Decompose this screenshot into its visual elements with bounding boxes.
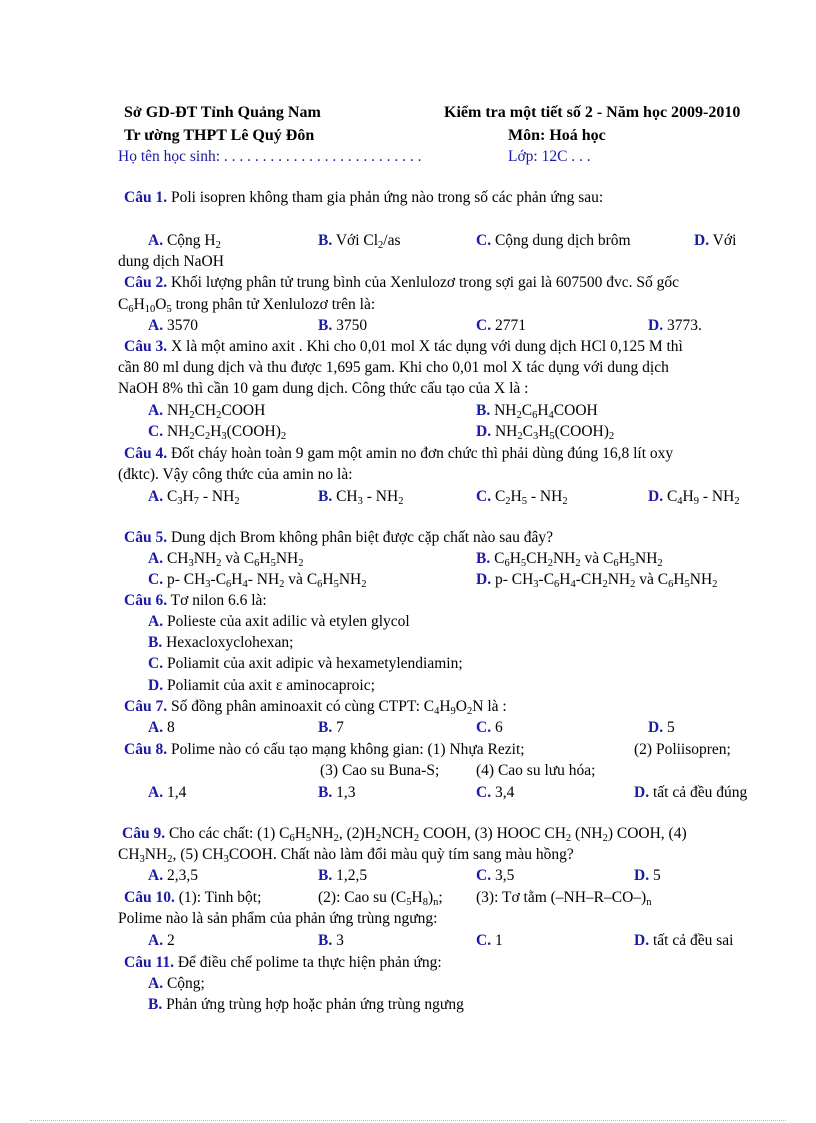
q5-option-a: A. $CH_3NH_2$ và $C_6H_5NH_2$ bbox=[148, 550, 304, 569]
q7-option-a: A. 8 bbox=[148, 719, 175, 736]
page-bottom-divider bbox=[30, 1120, 786, 1121]
q6-option-b: B. Hexacloxyclohexan; bbox=[148, 634, 294, 651]
q9-option-c: C. 3,5 bbox=[476, 867, 515, 884]
question-8: Câu 8. Polime nào có cấu tạo mạng không gian: (1) Nhựa Rezit; bbox=[124, 741, 525, 758]
q8-item-3: (3) Cao su Buna-S; bbox=[320, 762, 440, 779]
q10-option-b: B. 3 bbox=[318, 932, 344, 949]
q1-option-d-cont: dung dịch NaOH bbox=[118, 253, 224, 270]
q1-option-c: C. Cộng dung dịch brôm bbox=[476, 232, 631, 249]
question-3-cont1: cần 80 ml dung dịch và thu được 1,695 gam. Khi cho 0,01 mol X tác dụng với dung dịch bbox=[118, 359, 669, 376]
question-3-cont2: NaOH 8% thì cần 10 gam dung dịch. Công thức cấu tạo của X là : bbox=[118, 380, 529, 397]
q5-option-b: B. $C_6H_5CH_2NH_2$ và $C_6H_5NH_2$ bbox=[476, 550, 663, 569]
question-1: Câu 1. Poli isopren không tham gia phản ứng nào trong số các phản ứng sau: bbox=[124, 189, 604, 206]
q10-item-2: (2): Cao su $(C_5H_8)_n$; bbox=[318, 889, 443, 908]
question-5: Câu 5. Dung dịch Brom không phân biệt được cặp chất nào sau đây? bbox=[124, 529, 553, 546]
q8-option-c: C. 3,4 bbox=[476, 784, 515, 801]
class-field: Lớp: 12C . . . bbox=[508, 148, 591, 165]
question-10-cont: Polime nào là sản phẩm của phản ứng trùng ngưng: bbox=[118, 910, 438, 927]
q9-option-b: B. 1,2,5 bbox=[318, 867, 368, 884]
q10-option-d: D. tất cả đều sai bbox=[634, 932, 734, 949]
q7-option-d: D. 5 bbox=[648, 719, 675, 736]
q6-option-a: A. Polieste của axit adilic và etylen glycol bbox=[148, 613, 410, 630]
exam-title: Kiểm tra một tiết số 2 - Năm học 2009-2010 bbox=[444, 104, 741, 121]
q10-option-a: A. 2 bbox=[148, 932, 175, 949]
student-name-field: Họ tên học sinh: . . . . . . . . . . . . . . . . . . . . . . . . . . bbox=[118, 148, 422, 165]
q10-item-3: (3): Tơ tằm $(-NH-R-CO-)_n$ bbox=[476, 889, 652, 908]
q4-option-b: B. $CH_3 - NH_2$ bbox=[318, 488, 404, 507]
q6-option-d: D. Poliamit của axit ε aminocaproic; bbox=[148, 677, 375, 694]
question-6: Câu 6. Tơ nilon 6.6 là: bbox=[124, 592, 267, 609]
subject: Môn: Hoá học bbox=[508, 127, 606, 144]
q3-option-a: A. $NH_2CH_2COOH$ bbox=[148, 402, 266, 421]
question-4-cont: (đktc). Vậy công thức của amin no là: bbox=[118, 466, 353, 483]
q8-option-d: D. tất cả đều đúng bbox=[634, 784, 748, 801]
q1-option-b: B. Với $Cl_2/as$ bbox=[318, 232, 401, 251]
q3-option-b: B. $NH_2C_6H_4COOH$ bbox=[476, 402, 598, 421]
question-10: Câu 10. (1): Tinh bột; bbox=[124, 889, 262, 906]
q4-option-a: A. $C_3H_7 - NH_2$ bbox=[148, 488, 240, 507]
q7-option-c: C. 6 bbox=[476, 719, 503, 736]
question-11: Câu 11. Để điều chế polime ta thực hiện phản ứng: bbox=[124, 954, 442, 971]
q7-option-b: B. 7 bbox=[318, 719, 344, 736]
department-name: Sở GD-ĐT Tỉnh Quảng Nam bbox=[124, 104, 321, 121]
q4-option-d: D. $C_4H_9 - NH_2$ bbox=[648, 488, 740, 507]
q11-option-b: B. Phản ứng trùng hợp hoặc phản ứng trùng ngưng bbox=[148, 996, 464, 1013]
q9-option-a: A. 2,3,5 bbox=[148, 867, 198, 884]
q1-option-d: D. Với bbox=[694, 232, 737, 249]
question-2-cont: $C_6H_{10}O_5$ trong phân tử Xenlulozơ trên là: bbox=[118, 296, 376, 315]
q1-option-a: A. Cộng $H_2$ bbox=[148, 232, 221, 251]
q2-option-a: A. 3570 bbox=[148, 317, 198, 334]
q8-item-2: (2) Poliisopren; bbox=[634, 741, 731, 758]
q2-option-b: B. 3750 bbox=[318, 317, 368, 334]
q8-item-4: (4) Cao su lưu hóa; bbox=[476, 762, 596, 779]
q9-option-d: D. 5 bbox=[634, 867, 661, 884]
q3-option-d: D. $NH_2C_3H_5(COOH)_2$ bbox=[476, 423, 615, 442]
q5-option-d: D. p- $CH_3-C_6H_4-CH_2NH_2$ và $C_6H_5NH_2$ bbox=[476, 571, 718, 590]
q4-option-c: C. $C_2H_5 - NH_2$ bbox=[476, 488, 568, 507]
q10-option-c: C. 1 bbox=[476, 932, 503, 949]
question-9: Câu 9. Cho các chất: (1) $C_6H_5NH_2$, $(2)H_2NCH_2$ COOH, (3) HOOC $CH_2$ $(NH_2)$ COOH, (4) bbox=[122, 825, 687, 844]
q6-option-c: C. Poliamit của axit adipic và hexametylendiamin; bbox=[148, 655, 463, 672]
q2-option-c: C. 2771 bbox=[476, 317, 526, 334]
question-4: Câu 4. Đốt cháy hoàn toàn 9 gam một amin no đơn chức thì phải dùng đúng 16,8 lít oxy bbox=[124, 445, 674, 462]
q11-option-a: A. Cộng; bbox=[148, 975, 205, 992]
q5-option-c: C. p- $CH_3-C_6H_4-$ $NH_2$ và $C_6H_5NH_2$ bbox=[148, 571, 367, 590]
q8-option-b: B. 1,3 bbox=[318, 784, 356, 801]
school-name: Tr ường THPT Lê Quý Đôn bbox=[124, 127, 315, 144]
question-7: Câu 7. Số đồng phân aminoaxit có cùng CTPT: $C_4H_9O_2N$ là : bbox=[124, 698, 507, 717]
question-3: Câu 3. X là một amino axit . Khi cho 0,01 mol X tác dụng với dung dịch HCl 0,125 M thì bbox=[124, 338, 683, 355]
question-2: Câu 2. Khối lượng phân tử trung bình của Xenlulozơ trong sợi gai là 607500 đvc. Số gốc bbox=[124, 274, 679, 291]
q8-option-a: A. 1,4 bbox=[148, 784, 187, 801]
q2-option-d: D. 3773. bbox=[648, 317, 702, 334]
question-9-cont: $CH_3NH_2$, (5) $CH_3COOH$. Chất nào làm đổi màu quỳ tím sang màu hồng? bbox=[118, 846, 574, 865]
q3-option-c: C. $NH_2C_2H_3(COOH)_2$ bbox=[148, 423, 287, 442]
